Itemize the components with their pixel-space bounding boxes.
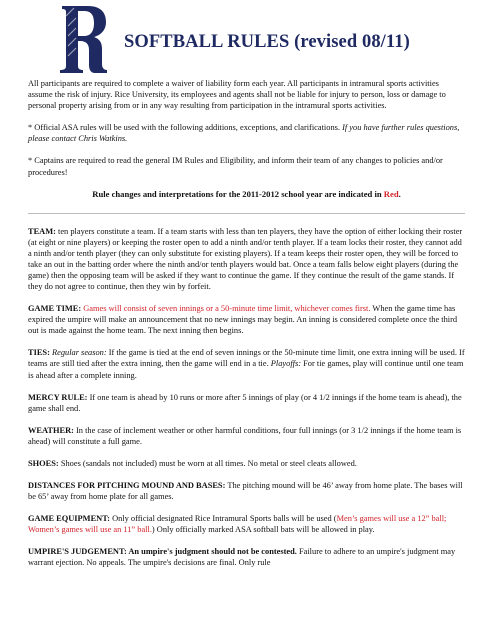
asa-contact-text: If you have further rules questions, please contact Chris Watkins. [28, 123, 460, 144]
shoes-section [28, 458, 465, 469]
weather-section [28, 425, 465, 447]
document-header [28, 0, 465, 78]
umpire-judgement-text: Failure to adhere to an umpire's judgment may warrant ejection. No appeals. The umpire's decisions are final. Only rule [28, 546, 456, 567]
umpire-judgement-section [28, 546, 465, 568]
umpire-judgement-label: UMPIRE'S JUDGEMENT [28, 546, 124, 556]
game-time-text: When the game time has expired the umpire will make an announcement that no new innings may begin. An inning is considered complete once the third out is made against the home team. The next inning then begins. [28, 304, 458, 336]
ties-section [28, 347, 465, 380]
equipment-text-2: ) Only officially marked ASA softball bats will be allowed in play. [151, 524, 375, 534]
game-time-section [28, 303, 465, 336]
rule-changes-note [28, 189, 465, 200]
ties-regular-season: Regular season: [51, 348, 107, 358]
asa-rules-paragraph [28, 122, 465, 144]
rules-sections [28, 226, 465, 568]
game-time-red-text: Games will consist of seven innings or a 50-minute time limit, whichever comes first. [81, 304, 371, 314]
page-title: SOFTBALL RULES (revised 08/11) [124, 32, 410, 52]
rule-changes-text: Rule changes and interpretations for the 2011-2012 school year are indicated in [92, 188, 384, 199]
distances-text: The pitching mound will be 46’ away from home plate. The bases will be 65’ away from home plate for all games. [28, 480, 463, 501]
distances-section [28, 480, 465, 502]
equipment-red-text: Men’s games will use a 12” ball; Women’s games will use an 11” ball. [28, 513, 447, 534]
game-time-label: GAME TIME: [28, 304, 82, 314]
team-text: ten players constitute a team. If a team starts with less than ten players, they have the option of either locking their roster (at eight or nine players) or keeping the roster open to add a ninth and/or tenth player. If a team locks their roster, they cannot add a ninth and/or tenth player (they can only substitute for existing players). If a team keeps their roster open, they will be forced to take an out in the batting order where the ninth and/or tenth players would bat. Once a team falls below eight players (during the game) then the opposing team will be asked if they want to continue the game. If they continue the result of the game stands. If they do not agree to continue, then they win by forfeit. [28, 226, 463, 292]
team-section [28, 226, 465, 293]
equipment-text-1: Only official designated Rice Intramural Sports balls will be used ( [109, 513, 337, 523]
distances-label: DISTANCES FOR PITCHING MOUND AND BASES: [28, 480, 226, 490]
rice-owls-r-logo-icon [58, 2, 108, 74]
section-divider [28, 213, 465, 214]
ties-label: TIES: [28, 348, 50, 358]
shoes-text: Shoes (sandals not included) must be worn at all times. No metal or steel cleats allowed. [58, 458, 357, 468]
weather-label: WEATHER: [28, 425, 74, 435]
ties-text-1: If the game is tied at the end of seven innings or the 50-minute time limit, one extra inning will be used. If teams are still tied after the extra inning, then the game will end in a tie. [28, 348, 465, 369]
shoes-label: SHOES: [28, 458, 59, 468]
rule-changes-red-word: Red [383, 188, 399, 199]
team-label: TEAM: [28, 226, 56, 236]
mercy-rule-section [28, 392, 465, 414]
rule-changes-suffix: . [398, 188, 401, 199]
asa-rules-text: * Official ASA rules will be used with the following additions, exceptions, and clarifications. [28, 123, 340, 133]
equipment-section [28, 513, 465, 535]
weather-text: In the case of inclement weather or other harmful conditions, four full innings (or 3 1/2 innings if the home team is ahead) will constitute a full game. [28, 425, 462, 446]
equipment-label: GAME EQUIPMENT: [28, 513, 110, 523]
captains-paragraph: * Captains are required to read the general IM Rules and Eligibility, and inform their team of any changes to policies and/or procedures! [28, 156, 443, 177]
mercy-rule-text: If one team is ahead by 10 runs or more after 5 innings of play (or 4 1/2 innings if the home team is ahead), the game shall end. [28, 392, 462, 413]
ties-text-2: For tie games, play will continue until one team is ahead after a complete inning. [28, 359, 464, 380]
mercy-rule-label: MERCY RULE: [28, 392, 88, 402]
intro-block [28, 78, 465, 200]
umpire-judgement-label-rest: : An umpire's judgment should not be contested. [123, 546, 297, 556]
ties-playoffs: Playoffs: [270, 359, 302, 369]
waiver-paragraph: All participants are required to complete a waiver of liability form each year. All participants in intramural sports activities assume the risk of injury. Rice University, its employees and agents shall not be liable for injury to person, loss or damage to personal property arising from or in any way resulting from participation in the intramural sports activities. [28, 79, 446, 111]
